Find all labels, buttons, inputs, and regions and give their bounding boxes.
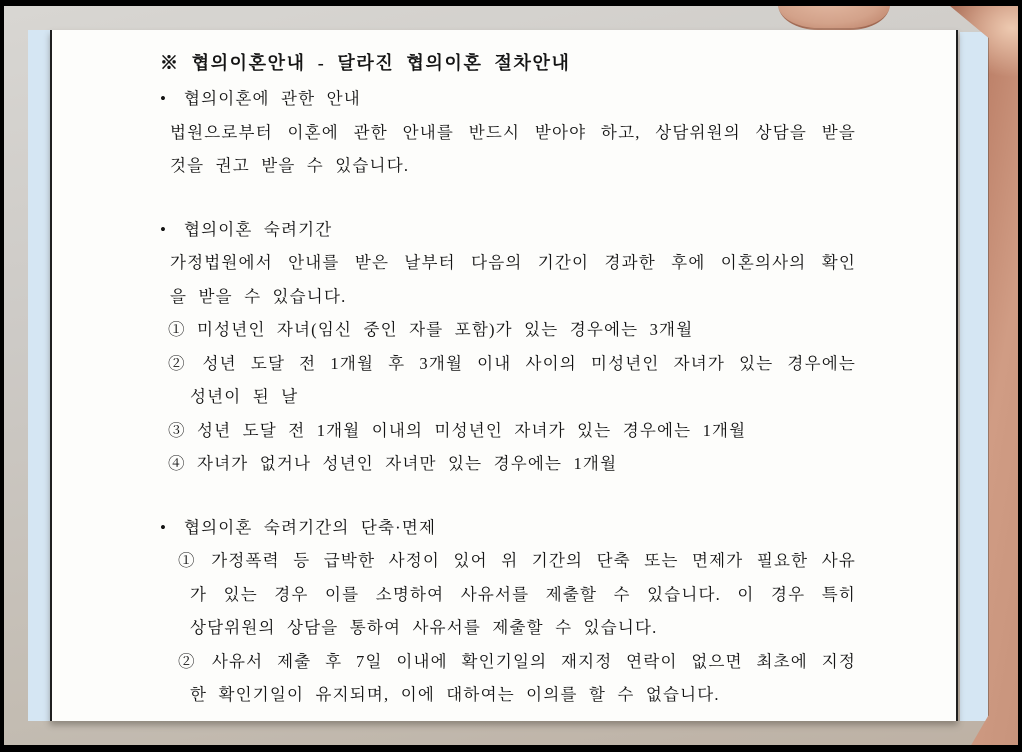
list-item: ① 가정폭력 등 급박한 사정이 있어 위 기간의 단축 또는 면제가 필요한 사유 bbox=[178, 551, 856, 570]
paragraph-line: 것을 권고 받을 수 있습니다. bbox=[170, 156, 410, 175]
list-item-continuation: 한 확인기일이 유지되며, 이에 대하여는 이의를 할 수 없습니다. bbox=[190, 685, 720, 704]
list-item: ① 미성년인 자녀(임신 중인 자를 포함)가 있는 경우에는 3개월 bbox=[168, 320, 694, 339]
backing-sheet-right bbox=[960, 32, 989, 721]
list-item-continuation: 가 있는 경우 이를 소명하여 사유서를 제출할 수 있습니다. 이 경우 특히 bbox=[190, 584, 856, 604]
list-item: ② 사유서 제출 후 7일 이내에 확인기일의 재지정 연락이 없으면 최초에 지정 bbox=[178, 651, 856, 671]
document-title: ※ 협의이혼안내 - 달라진 협의이혼 절차안내 bbox=[160, 53, 571, 73]
section-reduction-exemption bbox=[160, 511, 856, 712]
paragraph-line: 을 받을 수 있습니다. bbox=[170, 286, 347, 306]
bullet-icon: • bbox=[160, 517, 168, 537]
backing-sheet-left bbox=[28, 30, 50, 721]
list-item: ② 성년 도달 전 1개월 후 3개월 이내 사이의 미성년인 자녀가 있는 경우에는 bbox=[168, 353, 856, 373]
list-item: ③ 성년 도달 전 1개월 이내의 미성년인 자녀가 있는 경우에는 1개월 bbox=[168, 420, 747, 440]
paragraph-line: 가정법원에서 안내를 받은 날부터 다음의 기간이 경과한 후에 이혼의사의 확인 bbox=[170, 253, 856, 272]
fingertip bbox=[778, 0, 890, 30]
document-page bbox=[50, 30, 958, 721]
document-content bbox=[52, 30, 956, 712]
section-guidance bbox=[160, 82, 856, 183]
section-heading-text: 협의이혼 숙려기간 bbox=[184, 219, 333, 239]
paragraph-line: 법원으로부터 이혼에 관한 안내를 반드시 받아야 하고, 상담위원의 상담을 받을 bbox=[170, 122, 856, 142]
bullet-icon: • bbox=[160, 219, 168, 239]
section-heading bbox=[160, 511, 856, 545]
section-heading-text: 협의이혼 숙려기간의 단축·면제 bbox=[184, 517, 437, 537]
list-item-continuation: 성년이 된 날 bbox=[190, 387, 299, 406]
section-waiting-period bbox=[160, 213, 856, 481]
list-item-continuation: 상담위원의 상담을 통하여 사유서를 제출할 수 있습니다. bbox=[190, 618, 658, 637]
bullet-icon: • bbox=[160, 89, 168, 108]
section-heading-text: 협의이혼에 관한 안내 bbox=[184, 89, 361, 108]
section-heading bbox=[160, 82, 856, 116]
list-item: ④ 자녀가 없거나 성년인 자녀만 있는 경우에는 1개월 bbox=[168, 454, 618, 473]
section-heading bbox=[160, 213, 856, 247]
